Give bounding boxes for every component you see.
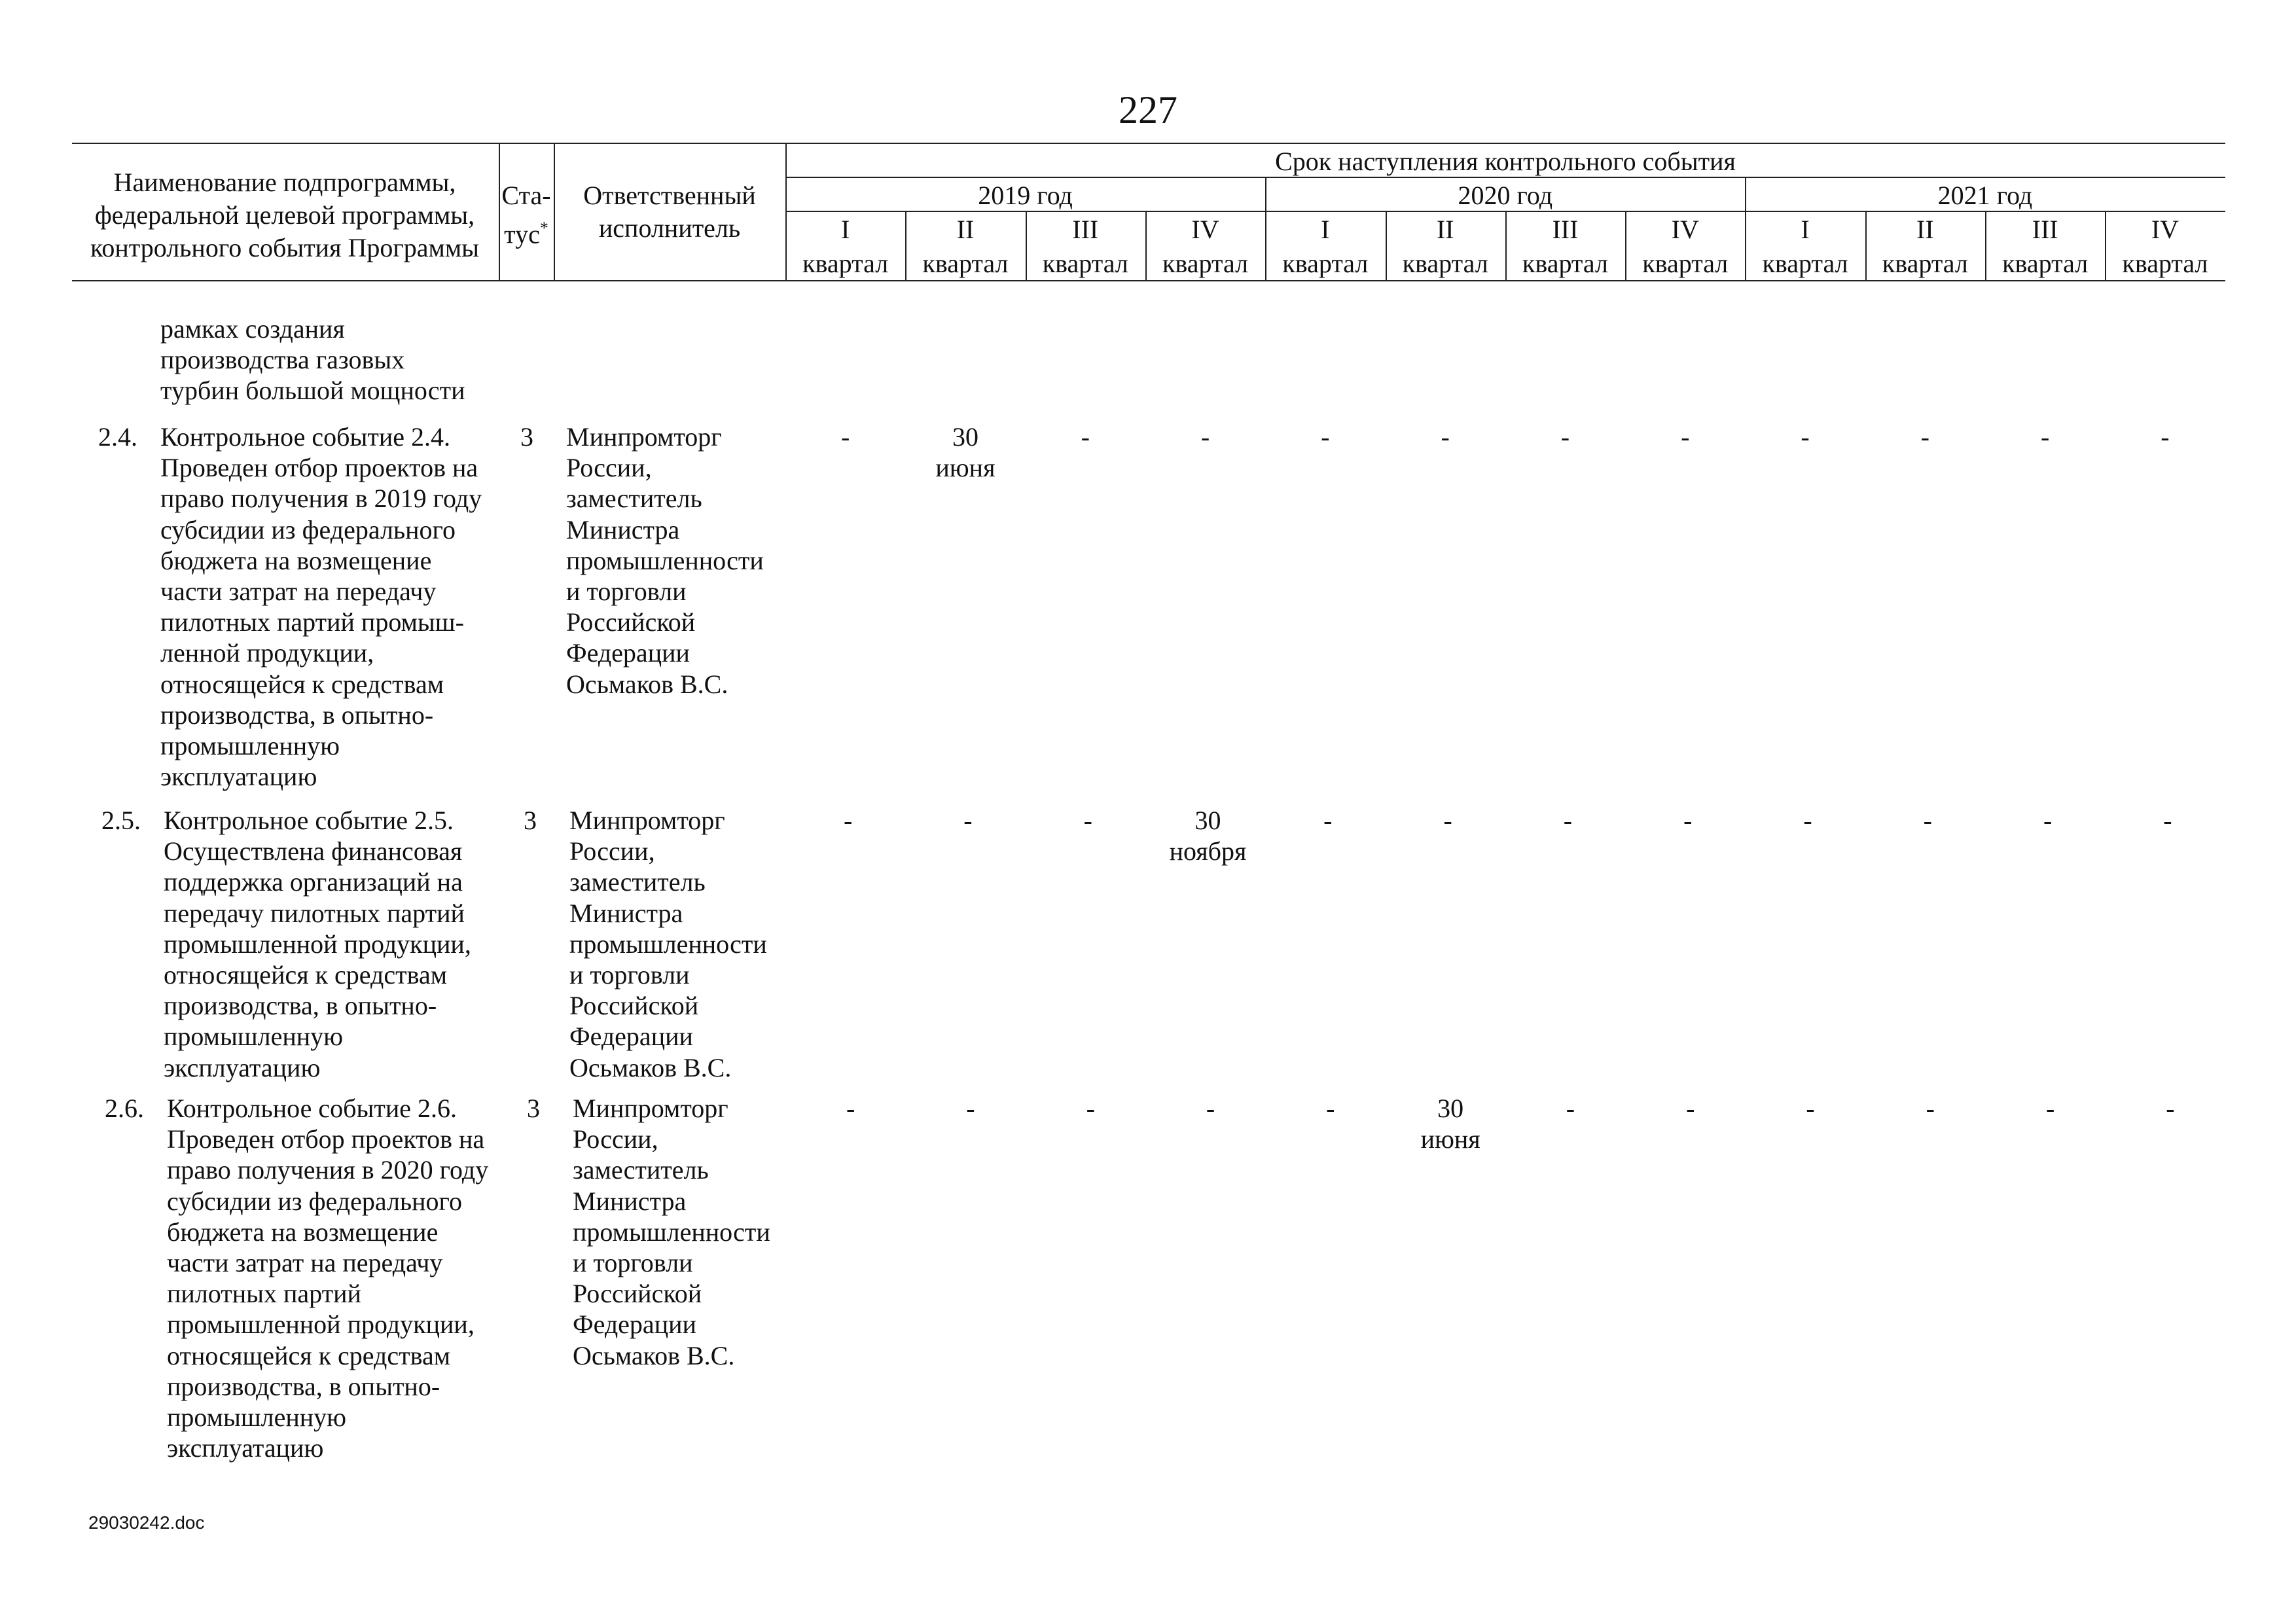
quarter-cell <box>1147 421 1265 452</box>
quarter-label: квартал <box>2002 249 2089 278</box>
quarter-label: квартал <box>1042 249 1128 278</box>
quarter-cell <box>1031 1093 1149 1124</box>
quarter-cell <box>1749 805 1867 836</box>
quarter-cell <box>1386 421 1504 452</box>
quarter-cell <box>2106 421 2224 452</box>
quarter-cell <box>1629 805 1747 836</box>
quarter-separator-rule <box>1505 211 1507 280</box>
event-description: Контрольное событие 2.5. Осуществлена финансовая поддержка организаций на передачу пилотных партий промышленной продукции, относящейся к средствам производства, в опытно- промышленную эксплуатацию <box>164 806 471 1082</box>
quarter-cell <box>1026 421 1144 452</box>
year-header: 2020 год <box>1458 181 1553 210</box>
quarter-cell-line: - <box>2045 1094 2055 1123</box>
quarter-cell-line: ноября <box>1169 836 1247 866</box>
quarter-cell-line: - <box>1443 806 1452 835</box>
quarter-cell-line: - <box>1926 1094 1935 1123</box>
quarter-cell-line: - <box>1441 422 1450 452</box>
quarter-cell-line: - <box>2166 1094 2175 1123</box>
quarter-cell-line: - <box>1326 1094 1335 1123</box>
quarter-cell <box>1866 421 1984 452</box>
status-value: 3 <box>524 806 537 835</box>
quarter-cell <box>1272 1093 1390 1124</box>
header-top-rule <box>72 143 2225 144</box>
quarter-cell-line: - <box>2040 422 2050 452</box>
quarter-label: квартал <box>802 249 889 278</box>
quarter-cell-line: - <box>1923 806 1932 835</box>
quarter-cell-line: - <box>1563 806 1573 835</box>
quarter-number: III <box>1552 215 1579 244</box>
quarter-label: квартал <box>1642 249 1729 278</box>
quarter-number: II <box>956 215 975 244</box>
responsible-executor: Минпромторг России, заместитель Министра промышленности и торговли Российской Федерации Осьмаков В.С. <box>569 806 767 1082</box>
quarter-cell <box>2111 1093 2229 1124</box>
quarter-cell-line: - <box>1683 806 1693 835</box>
quarter-separator-rule <box>1386 211 1387 280</box>
quarter-label: квартал <box>1282 249 1369 278</box>
quarter-cell-line: - <box>1321 422 1330 452</box>
quarter-cell <box>789 805 907 836</box>
quarter-cell-line: - <box>1560 422 1570 452</box>
name-column-header: Наименование подпрограммы, федеральной целевой программы, контрольного события Программы <box>90 168 480 262</box>
timing-header-title: Срок наступления контрольного события <box>1275 147 1736 176</box>
header-bottom-rule <box>72 280 2225 281</box>
quarter-number: III <box>1072 215 1099 244</box>
quarter-cell-line: - <box>846 1094 855 1123</box>
quarter-cell <box>1391 1093 1509 1154</box>
quarter-cell-line: - <box>1801 422 1810 452</box>
quarter-cell-line: - <box>1083 806 1092 835</box>
quarter-separator-rule <box>905 211 906 280</box>
event-description: Контрольное событие 2.4. Проведен отбор проектов на право получения в 2019 году субсидии из федерального бюджета на возмещение части затрат на передачу пилотных партий промыш- ленной продукции, относящейся к средствам производства, в опытно- промышленную эксплуатацию <box>160 422 482 792</box>
status-value: 3 <box>520 422 533 452</box>
quarter-cell <box>906 421 1024 483</box>
row-number: 2.5. <box>101 806 141 835</box>
quarter-cell <box>1269 805 1387 836</box>
quarter-separator-rule <box>1865 211 1867 280</box>
quarter-number: I <box>1801 215 1810 244</box>
quarter-number: I <box>840 215 850 244</box>
quarter-cell <box>1506 421 1624 452</box>
quarter-cell <box>912 1093 1030 1124</box>
quarter-cell <box>1266 421 1384 452</box>
responsible-executor: Минпромторг России, заместитель Министра промышленности и торговли Российской Федерации Осьмаков В.С. <box>573 1094 770 1370</box>
responsible-executor: Минпромторг России, заместитель Министра промышленности и торговли Российской Федерации Осьмаков В.С. <box>566 422 764 699</box>
quarter-cell <box>1389 805 1507 836</box>
quarter-cell-line: - <box>1566 1094 1575 1123</box>
quarter-cell <box>1871 1093 1989 1124</box>
quarter-cell-line: 30 <box>1437 1094 1464 1123</box>
quarter-cell-line: - <box>963 806 973 835</box>
quarter-cell <box>909 805 1027 836</box>
quarter-label: квартал <box>2122 249 2208 278</box>
quarter-cell-line: - <box>1081 422 1090 452</box>
quarter-separator-rule <box>1145 211 1147 280</box>
status-column-header: Ста- тус* <box>501 181 551 249</box>
quarter-cell <box>1751 1093 1869 1124</box>
quarter-label: квартал <box>1882 249 1968 278</box>
quarter-cell <box>1992 1093 2109 1124</box>
executor-column-header: Ответственный исполнитель <box>583 181 756 243</box>
quarter-cell <box>787 421 905 452</box>
quarter-label: квартал <box>922 249 1009 278</box>
year-header: 2019 год <box>978 181 1073 210</box>
quarter-separator-rule <box>1985 211 1986 280</box>
quarter-cell-line: - <box>1086 1094 1095 1123</box>
quarter-cell <box>1626 421 1744 452</box>
quarter-cell <box>1509 805 1626 836</box>
quarter-cell <box>1152 1093 1270 1124</box>
quarter-cell-line: - <box>1686 1094 1695 1123</box>
quarter-number: II <box>1436 215 1454 244</box>
quarter-cell <box>1746 421 1864 452</box>
status-value: 3 <box>527 1094 540 1123</box>
quarter-cell <box>1989 805 2107 836</box>
quarter-cell <box>792 1093 910 1124</box>
quarter-number: IV <box>1671 215 1699 244</box>
quarter-cell-line: - <box>1200 422 1210 452</box>
quarter-number: II <box>1916 215 1934 244</box>
quarter-cell <box>1029 805 1147 836</box>
quarter-cell-line: - <box>1681 422 1690 452</box>
quarter-cell-line: - <box>966 1094 975 1123</box>
quarter-cell-line: 30 <box>952 422 978 452</box>
quarter-cell-line: - <box>2043 806 2053 835</box>
quarter-separator-rule <box>2105 211 2106 280</box>
quarter-label: квартал <box>1762 249 1848 278</box>
quarter-cell-line: - <box>1206 1094 1215 1123</box>
quarter-cell-line: июня <box>935 453 996 483</box>
year-header: 2021 год <box>1937 181 2033 210</box>
quarter-cell <box>1869 805 1986 836</box>
quarter-cell <box>1511 1093 1629 1124</box>
row-number: 2.6. <box>105 1094 144 1123</box>
quarter-cell-line: - <box>2161 422 2170 452</box>
quarter-cell-line: - <box>1806 1094 1815 1123</box>
quarter-cell-line: - <box>2163 806 2172 835</box>
quarter-number: I <box>1321 215 1330 244</box>
event-description: Контрольное событие 2.6. Проведен отбор проектов на право получения в 2020 году субсидии из федерального бюджета на возмещение части затрат на передачу пилотных партий промышленной продукции, относящейся к средствам производства, в опытно- промышленную эксплуатацию <box>167 1094 489 1463</box>
quarter-label: квартал <box>1522 249 1608 278</box>
quarter-cell-line: - <box>1920 422 1929 452</box>
quarter-cell-line: - <box>1803 806 1812 835</box>
quarter-cell-line: - <box>1323 806 1333 835</box>
quarter-number: III <box>2032 215 2058 244</box>
quarter-label: квартал <box>1402 249 1488 278</box>
quarter-cell <box>1986 421 2104 452</box>
quarter-separator-rule <box>1026 211 1027 280</box>
quarter-cell <box>2109 805 2227 836</box>
page-number: 227 <box>1119 88 1177 132</box>
quarter-cell-line: - <box>843 806 853 835</box>
continuation-text: рамках создания производства газовых турбин большой мощности <box>160 314 465 406</box>
quarter-cell-line: июня <box>1420 1124 1480 1154</box>
quarter-number: IV <box>1191 215 1219 244</box>
quarter-cell-line: - <box>840 422 850 452</box>
status-footnote-mark: * <box>539 219 548 238</box>
quarter-label: квартал <box>1162 249 1249 278</box>
quarter-cell <box>1149 805 1267 866</box>
quarter-separator-rule <box>1625 211 1626 280</box>
quarter-number: IV <box>2151 215 2179 244</box>
document-filename: 29030242.doc <box>88 1512 205 1533</box>
quarter-cell <box>1632 1093 1749 1124</box>
row-number: 2.4. <box>98 422 137 452</box>
quarter-cell-line: 30 <box>1194 806 1221 835</box>
